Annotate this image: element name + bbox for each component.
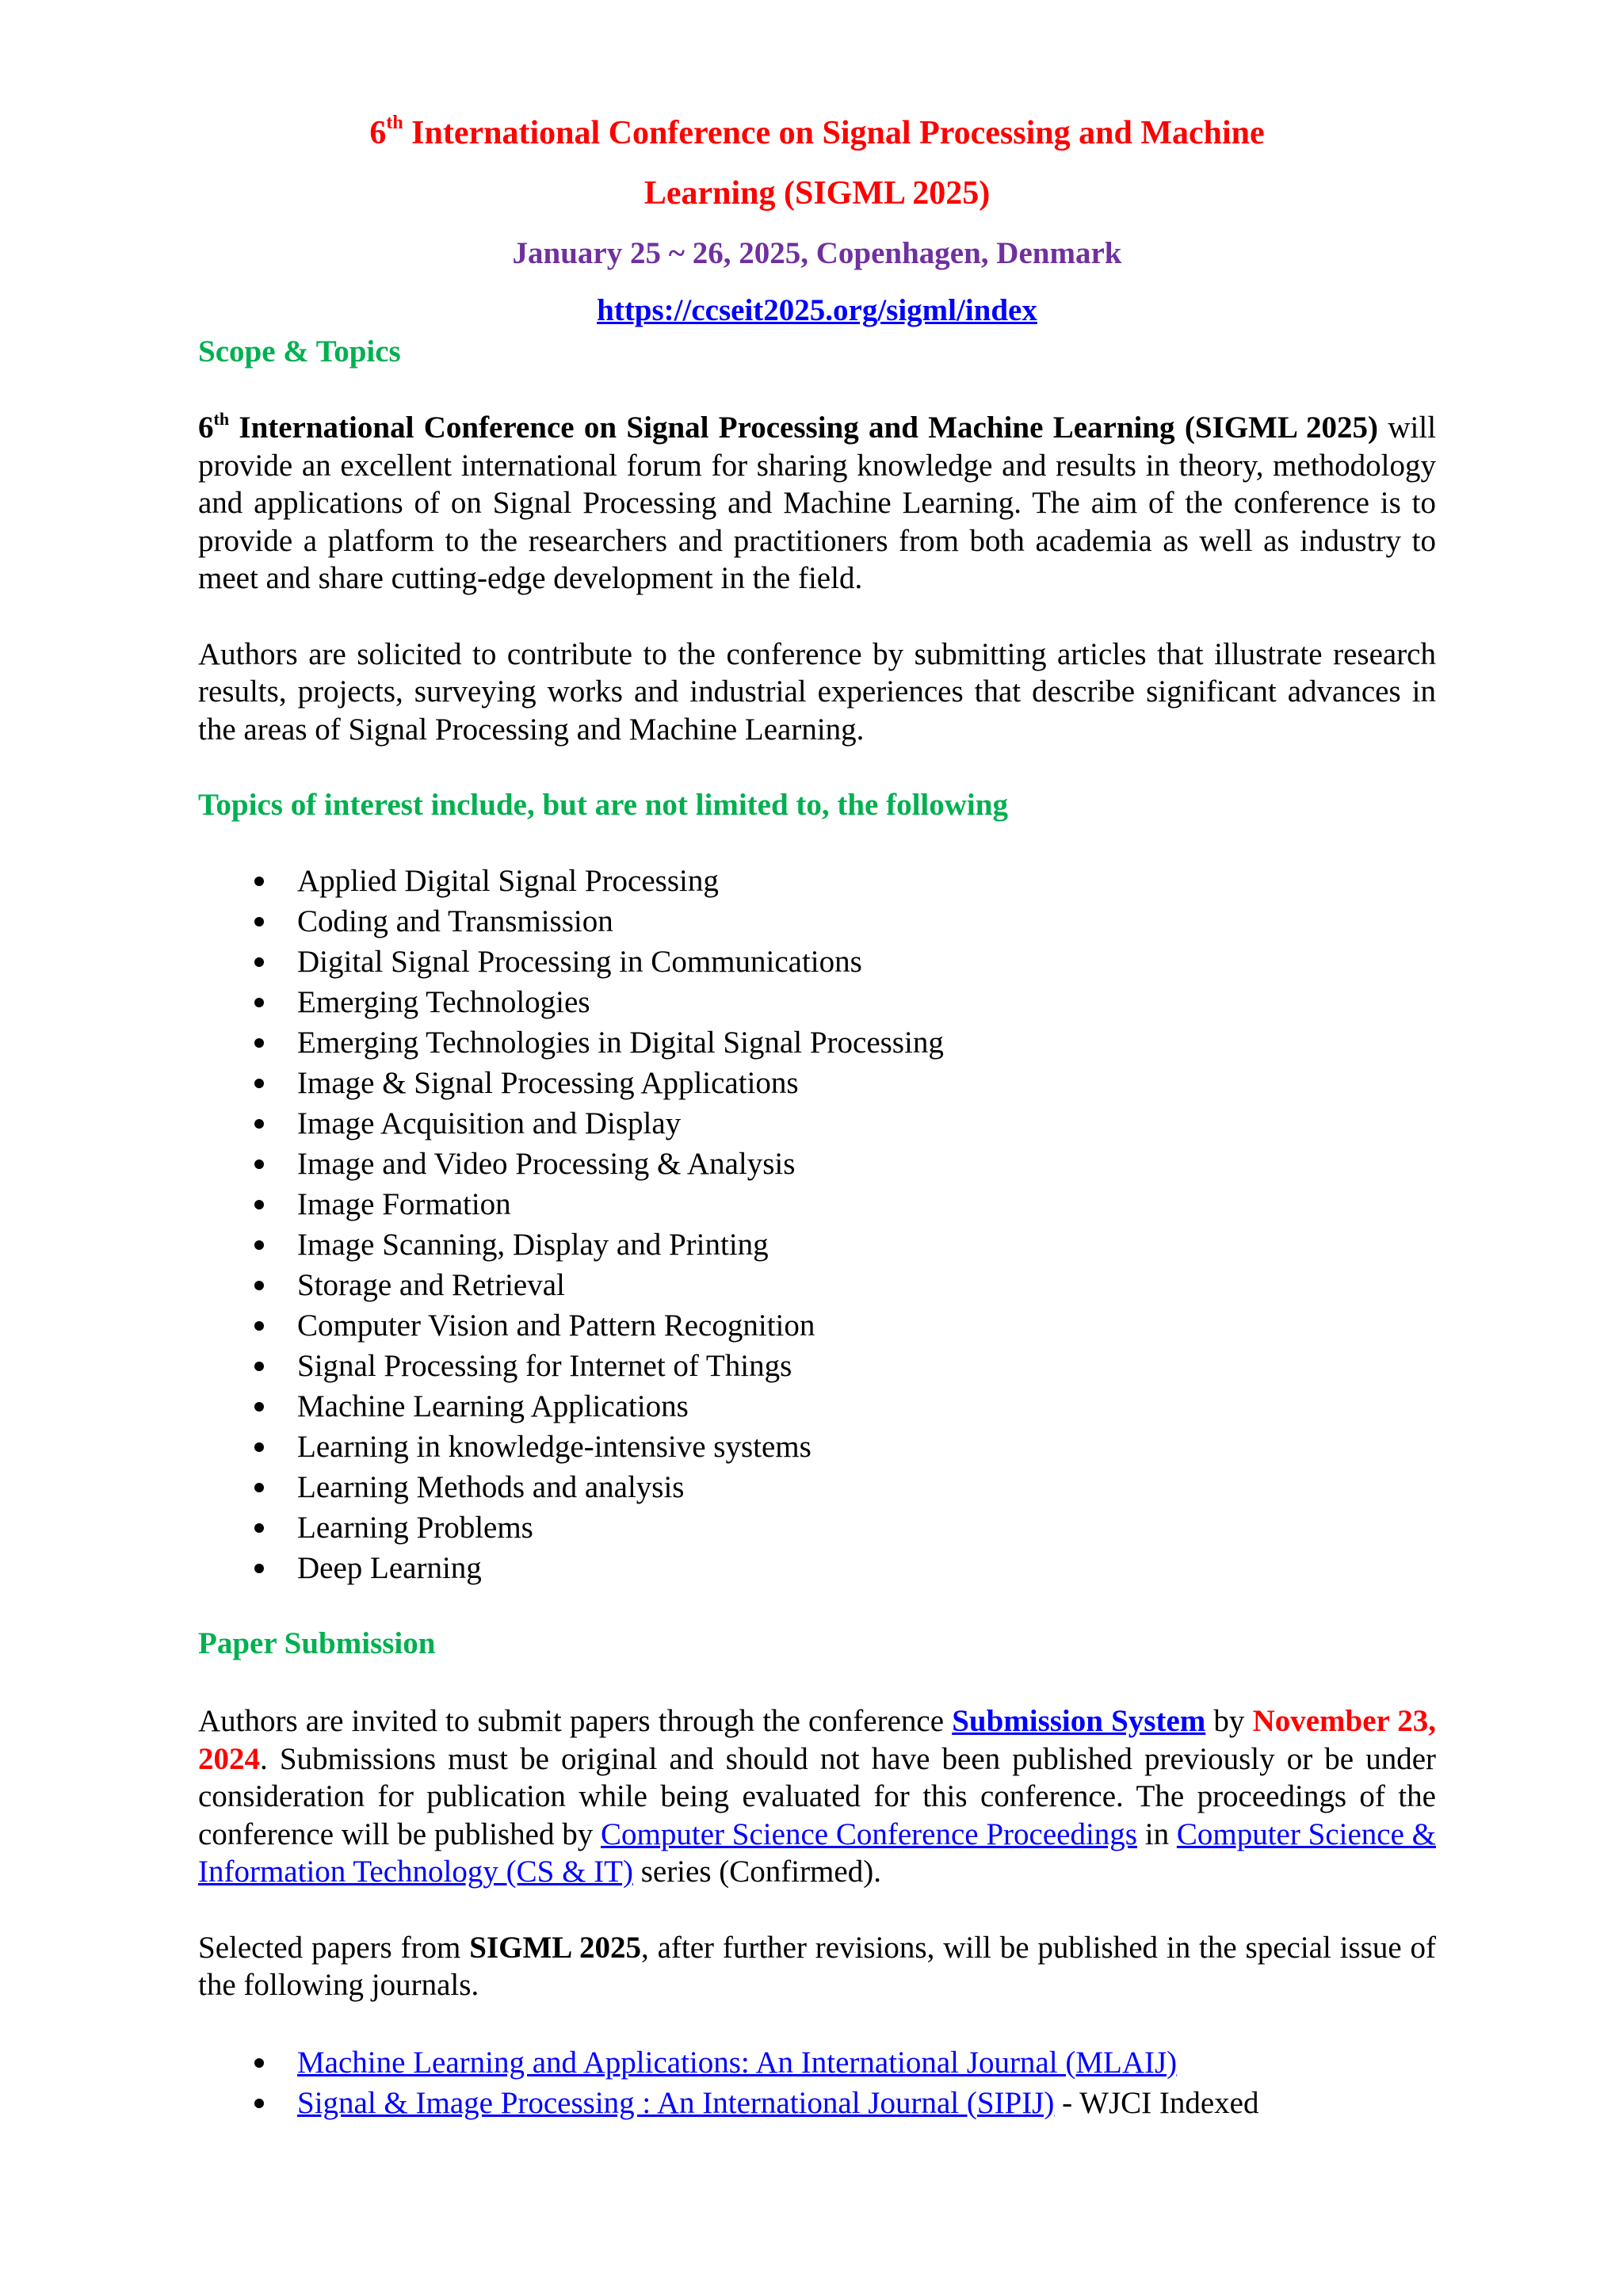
journal-list-item (297, 2042, 1436, 2083)
scope-heading: Scope & Topics (198, 334, 401, 369)
bullet-icon (254, 1200, 264, 1209)
authors-paragraph: Authors are solicited to contribute to the conference by submitting articles that illustrate research results, projects, surveying works and industrial experiences that describe significant advances in the areas of Signal Processing and Machine Learning. (198, 636, 1436, 747)
scope-intro-paragraph (198, 409, 1436, 598)
topic-label: Deep Learning (297, 1551, 482, 1585)
topic-label: Computer Vision and Pattern Recognition (297, 1308, 815, 1343)
journals-list (198, 2042, 1436, 2123)
bullet-icon (254, 1564, 264, 1573)
bullet-icon (254, 1240, 264, 1250)
series-link[interactable]: Computer Science & Information Technology (CS & IT) (198, 1817, 1437, 1889)
topic-label: Image Formation (297, 1187, 511, 1221)
bullet-icon (254, 1523, 264, 1533)
submission-text-e: series (Confirmed). (640, 1855, 881, 1889)
selected-conference-acronym: SIGML 2025 (469, 1930, 641, 1965)
topic-label: Machine Learning Applications (297, 1389, 689, 1423)
submission-deadline: November 23, 2024 (198, 1704, 1437, 1776)
topic-label: Applied Digital Signal Processing (297, 864, 719, 898)
selected-papers-paragraph (198, 1929, 1436, 2004)
title-ordinal-suffix: th (386, 113, 403, 133)
topic-label: Signal Processing for Internet of Things (297, 1349, 792, 1383)
bullet-icon (254, 917, 264, 926)
conference-title-line2: Learning (SIGML 2025) (643, 175, 991, 212)
bullet-icon (254, 1038, 264, 1048)
bullet-icon (254, 1119, 264, 1129)
submission-text-c: . Submissions must be original and should not have been published previously or be under consideration for publication while being evaluated for this conference. The proceedings of the conference will be published by (198, 1741, 1436, 1851)
topic-label: Emerging Technologies in Digital Signal Processing (297, 1026, 944, 1060)
intro-body-text: will provide an excellent international forum for sharing knowledge and results in theory, methodology and applications of on Signal Processing and Machine Learning. The aim of the conference is to provide a platform to the researchers and practitioners from both academia as well as industry to meet and share cutting-edge development in the field. (198, 411, 1437, 595)
proceedings-link[interactable]: Computer Science Conference Proceedings (601, 1817, 1137, 1851)
topic-list-item (297, 1305, 1436, 1346)
bullet-icon (254, 1321, 264, 1331)
conference-url-line (198, 284, 1436, 338)
intro-conference-name: International Conference on Signal Processing and Machine Learning (SIGML 2025) (239, 411, 1379, 445)
selected-text-a: Selected papers from (198, 1930, 461, 1965)
topic-list-item (297, 1548, 1436, 1588)
topic-list-item (297, 1467, 1436, 1507)
topics-list (198, 861, 1436, 1588)
topic-label: Emerging Technologies (297, 985, 590, 1019)
bullet-icon (254, 957, 264, 967)
topic-list-item (297, 1265, 1436, 1305)
topic-list-item (297, 1386, 1436, 1427)
intro-ordinal-suffix: th (213, 409, 230, 429)
submission-text-a: Authors are invited to submit papers through the conference (198, 1704, 945, 1738)
topic-list-item (297, 1224, 1436, 1265)
title-ordinal-number: 6 (369, 115, 387, 151)
topic-list-item (297, 982, 1436, 1022)
intro-ordinal-number: 6 (198, 411, 214, 445)
topic-label: Image Scanning, Display and Printing (297, 1228, 769, 1262)
topic-list-item (297, 1184, 1436, 1224)
bullet-icon (254, 877, 264, 886)
topics-heading: Topics of interest include, but are not limited to, the following (198, 788, 1008, 822)
bullet-icon (254, 1362, 264, 1371)
journal-index-note: - WJCI Indexed (1054, 2085, 1259, 2120)
journal-list-item (297, 2083, 1436, 2123)
journal-link[interactable]: Machine Learning and Applications: An International Journal (MLAIJ) (297, 2045, 1178, 2080)
bullet-icon (254, 1281, 264, 1290)
title-line1-text: International Conference on Signal Processing and Machine (411, 115, 1265, 151)
submission-text-d: in (1144, 1817, 1170, 1851)
topic-list-item (297, 1427, 1436, 1467)
topic-list-item (297, 861, 1436, 901)
topic-label: Image Acquisition and Display (297, 1106, 682, 1140)
bullet-icon (254, 1402, 264, 1412)
topic-list-item (297, 1103, 1436, 1144)
conference-url-link[interactable]: https://ccseit2025.org/sigml/index (597, 293, 1037, 327)
bullet-icon (254, 1442, 264, 1452)
conference-title-line1 (198, 103, 1436, 163)
topic-list-item (297, 1022, 1436, 1063)
submission-system-link[interactable]: Submission System (952, 1704, 1206, 1738)
bullet-icon (254, 1079, 264, 1088)
topic-label: Storage and Retrieval (297, 1268, 565, 1302)
submission-paragraph (198, 1702, 1436, 1891)
topic-list-item (297, 1507, 1436, 1548)
topic-label: Learning Methods and analysis (297, 1470, 685, 1504)
topic-label: Image and Video Processing & Analysis (297, 1147, 796, 1181)
topic-list-item (297, 1063, 1436, 1103)
topic-label: Image & Signal Processing Applications (297, 1066, 799, 1100)
submission-text-b: by (1213, 1704, 1245, 1738)
topic-list-item (297, 1144, 1436, 1184)
topic-label: Learning in knowledge-intensive systems (297, 1430, 812, 1464)
conference-dates: January 25 ~ 26, 2025, Copenhagen, Denmark (512, 236, 1122, 270)
topic-list-item (297, 1346, 1436, 1386)
journal-link[interactable]: Signal & Image Processing : An International Journal (SIPIJ) (297, 2085, 1055, 2120)
bullet-icon (254, 2058, 264, 2068)
document-page (198, 0, 1436, 2123)
topic-list-item (297, 901, 1436, 942)
selected-text-b: , after further revisions, will be published in the special issue of the following journals. (198, 1930, 1437, 2002)
bullet-icon (254, 998, 264, 1007)
topic-list-item (297, 942, 1436, 982)
submission-heading: Paper Submission (198, 1626, 436, 1660)
topic-label: Learning Problems (297, 1511, 533, 1545)
bullet-icon (254, 2099, 264, 2108)
bullet-icon (254, 1159, 264, 1169)
bullet-icon (254, 1483, 264, 1492)
topic-label: Digital Signal Processing in Communications (297, 945, 862, 979)
topic-label: Coding and Transmission (297, 904, 613, 938)
